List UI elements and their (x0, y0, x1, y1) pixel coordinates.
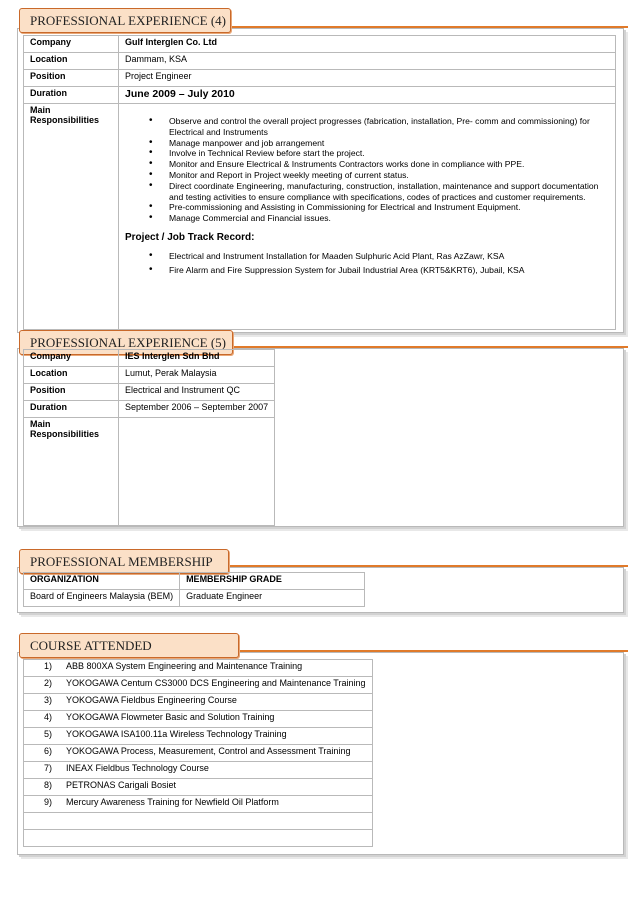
section-rule (237, 650, 628, 652)
course-cell (24, 745, 373, 762)
course-cell (24, 728, 373, 745)
course-name: YOKOGAWA Flowmeter Basic and Solution Training (66, 712, 275, 722)
course-cell (24, 694, 373, 711)
section-rule (231, 346, 628, 348)
course-name: YOKOGAWA Process, Measurement, Control and Assessment Training (66, 746, 351, 756)
course-name: PETRONAS Carigali Bosiet (66, 780, 177, 790)
experience-5-table (23, 349, 275, 526)
course-row (24, 660, 373, 677)
course-number: 8) (44, 780, 53, 790)
course-name: ABB 800XA System Engineering and Maintenance Training (66, 661, 303, 671)
course-cell (24, 711, 373, 728)
section-rule (227, 565, 628, 567)
course-name: YOKOGAWA ISA100.11a Wireless Technology Training (66, 729, 287, 739)
membership-table (23, 572, 365, 607)
company-value: Gulf Interglen Co. Ltd (119, 36, 616, 53)
company-value: IES Interglen Sdn Bhd (119, 350, 275, 367)
membership-section (17, 549, 624, 613)
company-row (24, 36, 616, 53)
location-value: Lumut, Perak Malaysia (119, 367, 275, 384)
course-row (24, 779, 373, 796)
responsibilities-value (119, 418, 275, 526)
position-label: Position (24, 384, 119, 401)
membership-header-row (24, 573, 365, 590)
job-track-title: Project / Job Track Record: (125, 231, 255, 243)
experience-4-title: PROFESSIONAL EXPERIENCE (4) (19, 8, 231, 33)
responsibilities-label: Main Responsibilities (24, 418, 119, 526)
course-number: 7) (44, 763, 53, 773)
organization-value: Board of Engineers Malaysia (BEM) (24, 590, 180, 607)
course-cell (24, 796, 373, 813)
company-row (24, 350, 275, 367)
responsibility-item: • Manage manpower and job arrangement (149, 138, 609, 149)
responsibilities-label: Main Responsibilities (24, 104, 119, 330)
course-cell-empty (24, 813, 373, 830)
course-number: 1) (44, 661, 53, 671)
location-row (24, 367, 275, 384)
course-cell (24, 762, 373, 779)
duration-row (24, 401, 275, 418)
course-row (24, 711, 373, 728)
job-track-item: • Electrical and Instrument Installation for Maaden Sulphuric Acid Plant, Ras AzZawr, KSA (149, 251, 609, 262)
job-track-item: • Fire Alarm and Fire Suppression System for Jubail Industrial Area (KRT5&KRT6), Jubail, KSA (149, 265, 609, 276)
position-value: Electrical and Instrument QC (119, 384, 275, 401)
course-name: Mercury Awareness Training for Newfield Oil Platform (66, 797, 279, 807)
position-value: Project Engineer (119, 70, 616, 87)
responsibilities-row (24, 418, 275, 526)
organization-header: ORGANIZATION (24, 573, 180, 590)
course-row (24, 677, 373, 694)
course-name: YOKOGAWA Centum CS3000 DCS Engineering and Maintenance Training (66, 678, 366, 688)
course-number: 9) (44, 797, 53, 807)
responsibilities-value (119, 104, 616, 330)
responsibilities-list (149, 116, 609, 224)
responsibility-item: • Pre-commissioning and Assisting in Commissioning for Electrical and Instrument Equipment. (149, 202, 609, 213)
location-label: Location (24, 53, 119, 70)
position-row (24, 384, 275, 401)
duration-label: Duration (24, 87, 119, 104)
job-track-list (149, 251, 609, 276)
course-cell-empty (24, 830, 373, 847)
course-name: YOKOGAWA Fieldbus Engineering Course (66, 695, 237, 705)
course-number: 6) (44, 746, 53, 756)
section-rule (229, 26, 628, 28)
course-row-empty (24, 830, 373, 847)
course-number: 2) (44, 678, 53, 688)
experience-4-section (17, 8, 624, 333)
courses-title: COURSE ATTENDED (19, 633, 239, 658)
location-row (24, 53, 616, 70)
courses-table (23, 659, 373, 847)
responsibility-item: • Manage Commercial and Financial issues. (149, 213, 609, 224)
experience-5-title: PROFESSIONAL EXPERIENCE (5) (19, 330, 233, 355)
experience-5-section (17, 330, 624, 527)
course-row-empty (24, 813, 373, 830)
course-number: 5) (44, 729, 53, 739)
course-number: 4) (44, 712, 53, 722)
duration-row (24, 87, 616, 104)
responsibility-item: • Monitor and Ensure Electrical & Instruments Contractors works done in compliance with PPE. (149, 159, 609, 170)
position-label: Position (24, 70, 119, 87)
location-value: Dammam, KSA (119, 53, 616, 70)
position-row (24, 70, 616, 87)
location-label: Location (24, 367, 119, 384)
responsibility-item: • Involve in Technical Review before start the project. (149, 148, 609, 159)
course-row (24, 745, 373, 762)
course-cell (24, 779, 373, 796)
duration-value: June 2009 – July 2010 (119, 87, 616, 104)
course-row (24, 694, 373, 711)
course-name: INEAX Fieldbus Technology Course (66, 763, 209, 773)
company-label: Company (24, 36, 119, 53)
grade-value: Graduate Engineer (180, 590, 365, 607)
course-row (24, 762, 373, 779)
duration-value: September 2006 – September 2007 (119, 401, 275, 418)
membership-title: PROFESSIONAL MEMBERSHIP (19, 549, 229, 574)
responsibility-item: • Direct coordinate Engineering, manufacturing, construction, installation, maintenance and support documentation and testing activities to ensure compliance with specifications, codes of practices and customer requirements. (149, 181, 609, 203)
responsibility-item: • Monitor and Report in Project weekly meeting of current status. (149, 170, 609, 181)
responsibility-item: • Observe and control the overall project progresses (fabrication, installation, Pre- comm and commissioning) for Electrical and Instruments (149, 116, 609, 138)
course-row (24, 728, 373, 745)
membership-row (24, 590, 365, 607)
experience-4-table (23, 35, 616, 330)
company-label: Company (24, 350, 119, 367)
grade-header: MEMBERSHIP GRADE (180, 573, 365, 590)
responsibilities-row (24, 104, 616, 330)
course-cell (24, 660, 373, 677)
duration-label: Duration (24, 401, 119, 418)
course-number: 3) (44, 695, 53, 705)
course-row (24, 796, 373, 813)
course-cell (24, 677, 373, 694)
courses-section (17, 633, 624, 855)
